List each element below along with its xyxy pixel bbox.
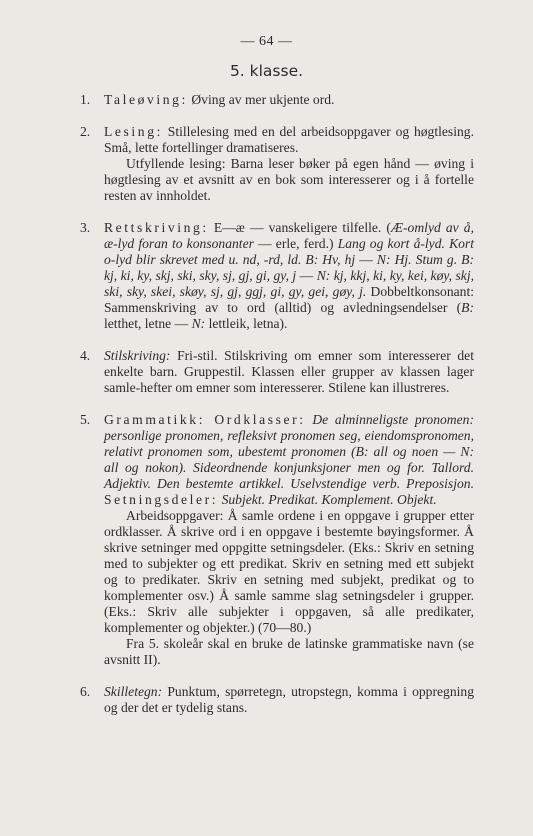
item-italic-text: Subjekt. Predikat. Komplement. Objekt. (218, 492, 437, 507)
item-italic-text: Lang og kort å-lyd. Kort o-lyd blir skrevet med u. nd, -rd, ld. B: Hv, hj (104, 236, 474, 267)
item-number: 3. (80, 220, 91, 235)
item-paragraph-2: Arbeidsoppgaver: Å samle ordene i en oppgave i grupper etter ordklasser. Å skrive ord i en oppgave i bestemte bøyingsformer. Å skrive setninger med oppgitte setningsdeler. (Eks.: Skriv en setning med to subjekter og ett predikat. Skriv en setning med ett subjekt og to predikater. Skriv en setning med subjekt, predikat og to komplementer osv.) Å samle samme slag setningsdeler i grupper. (Eks.: Skriv alle subjekter i oppgaven, så alle predikater, komplementer og objekter.) (70—80.) (104, 508, 474, 635)
item-text: lettleik, letna). (205, 316, 288, 331)
item-italic-text: N: Hj. Stum g. B: kj, ki, ky, skj, ski, sky, sj, gj, gi, gy, j (104, 252, 474, 283)
item-italic-text: B: (461, 300, 474, 315)
item-paragraph (104, 348, 474, 396)
item-heading: Skilletegn: (104, 684, 163, 699)
item-paragraph (104, 124, 474, 156)
item-paragraph (104, 684, 474, 716)
item-text: — (355, 252, 377, 267)
item-italic-text: De alminneligste pronomen: personlige pronomen, refleksivt pronomen seg, eiendomspronomen, relativt pronomen som, ubestemt pronomen (B: all og noen — N: all og nokon). Sideordnende konjunksjoner men og for. Tallord. Adjektiv. Den bestemte artikkel. Uselvstendige verb. Preposisjon. (104, 412, 474, 491)
item-paragraph (104, 92, 474, 108)
item-italic-text: Æ-omlyd av å, æ-lyd foran to konsonanter (104, 220, 474, 251)
item-number: 2. (80, 124, 91, 139)
list-item-grammatikk (80, 412, 474, 668)
item-subheading: Setningsdeler: (104, 492, 219, 507)
item-number: 6. (80, 684, 91, 699)
item-italic-text: N: (191, 316, 206, 331)
page-number: — 64 — (240, 34, 293, 49)
item-number: 5. (80, 412, 91, 427)
item-subheading: Ordklasser: (205, 412, 306, 427)
item-text: Øving av mer ukjente ord. (187, 92, 335, 107)
item-text: letthet, letne — (104, 316, 192, 331)
page-body (80, 92, 474, 732)
list-item-taleoving (80, 92, 474, 108)
item-paragraph (104, 412, 474, 508)
page-title: 5. klasse. (229, 62, 304, 80)
item-text: — (296, 268, 317, 283)
item-text: Stillelesing med en del arbeidsoppgaver og høgtlesing. Små, lette fortellinger dramatiseres. (104, 124, 474, 155)
list-item-skilletegn (80, 684, 474, 716)
item-number: 4. (80, 348, 91, 363)
item-text: E—æ — vanskeligere tilfelle. ( (208, 220, 391, 235)
item-number: 1. (80, 92, 91, 107)
item-text: Fri-stil. Stilskriving om emner som interesserer det enkelte barn. Gruppestil. Klassen eller grupper av klassen lager samle-hefter om emner som interesserer. Stilene kan illustreres. (104, 348, 474, 395)
item-italic-text: N: kj, kkj, ki, ky, kei, køy, skj, ski, sky, skei, skøy, sj, gj, ggj, gi, gy, gei, gøy, j. (104, 268, 475, 299)
list-item-rettskriving (80, 220, 474, 332)
item-heading: Rettskriving: (104, 220, 209, 235)
item-heading: Taleøving: (104, 92, 188, 107)
item-paragraph (104, 220, 474, 332)
item-text: Barna leser bøker på egen hånd — øving i høgtlesing av et avsnitt av en bok som interesserer og i å fortelle resten av innholdet. (104, 156, 475, 203)
item-heading: Grammatikk: (104, 412, 206, 427)
item-paragraph-2 (104, 156, 474, 204)
item-subheading: Utfyllende lesing: (126, 156, 226, 171)
item-heading: Lesing: (104, 124, 163, 139)
item-text: — erle, ferd.) (253, 236, 338, 251)
item-text: Dobbeltkonsonant: Sammenskriving av to ord (alltid) og avledningsendelser ( (104, 284, 474, 315)
list-item-lesing (80, 124, 474, 204)
list-item-stilskriving (80, 348, 474, 396)
item-paragraph-3: Fra 5. skoleår skal en bruke de latinske grammatiske navn (se avsnitt II). (104, 636, 474, 667)
item-text: Punktum, spørretegn, utropstegn, komma i oppregning og der det er tydelig stans. (104, 684, 474, 715)
item-heading: Stilskriving: (104, 348, 171, 363)
